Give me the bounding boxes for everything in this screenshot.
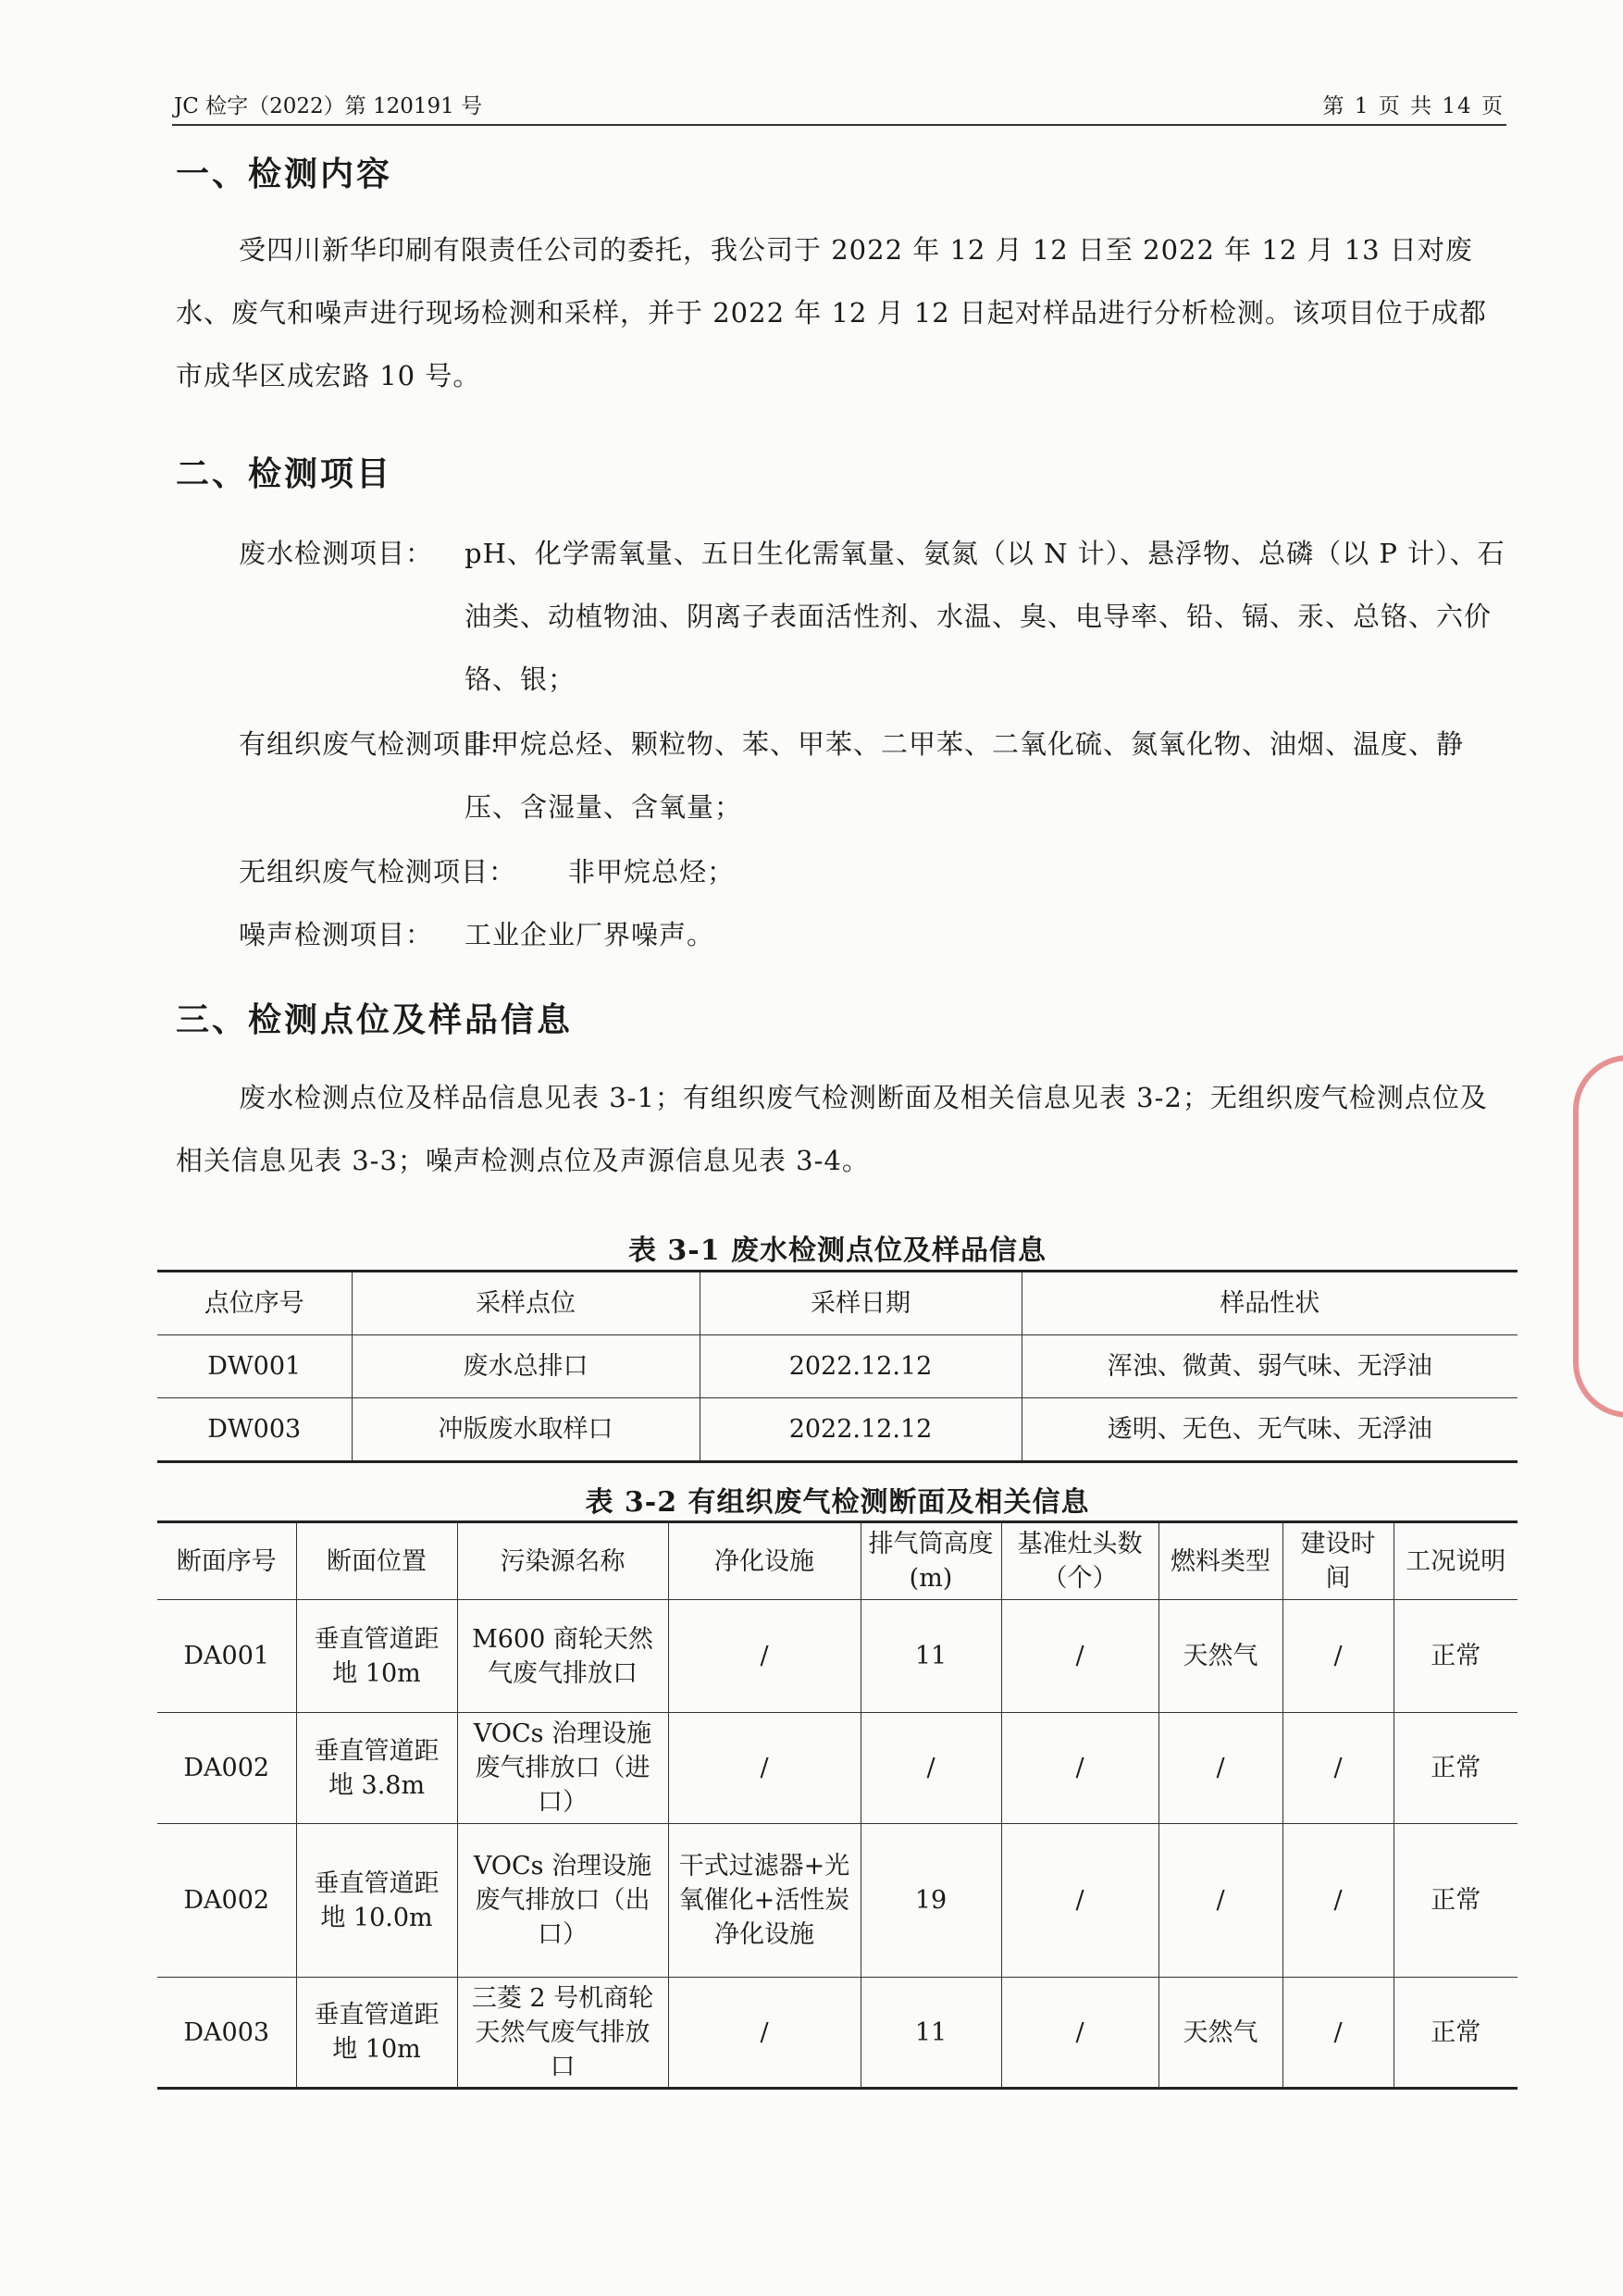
- detection-item-label: 有组织废气检测项目：: [239, 728, 517, 760]
- detection-item-organized-gas: [239, 713, 1508, 838]
- table-cell: 浑浊、微黄、弱气味、无浮油: [1022, 1335, 1518, 1398]
- table-cell: /: [668, 1713, 861, 1824]
- table-header-row: [157, 1272, 1518, 1335]
- column-header: 样品性状: [1022, 1272, 1518, 1335]
- table-cell: DW003: [157, 1398, 352, 1462]
- section-title-points-samples: 三、检测点位及样品信息: [176, 1001, 574, 1039]
- table-cell: 2022.12.12: [700, 1398, 1022, 1462]
- table-cell: 三菱 2 号机商轮天然气废气排放口: [457, 1978, 668, 2089]
- section-title-detection-items: 二、检测项目: [176, 455, 393, 493]
- table-cell: 正常: [1394, 1600, 1518, 1713]
- table-cell: VOCs 治理设施废气排放口（出口）: [457, 1824, 668, 1978]
- column-header: 排气筒高度(m): [861, 1522, 1001, 1600]
- table-cell: 2022.12.12: [700, 1335, 1022, 1398]
- table-cell: 垂直管道距地 10m: [296, 1600, 457, 1713]
- detection-item-text: pH、化学需氧量、五日生化需氧量、氨氮（以 N 计）、悬浮物、总磷（以 P 计）、石油类、动植物油、阴离子表面活性剂、水温、臭、电导率、铅、镉、汞、总铬、六价铬、银；: [465, 538, 1505, 695]
- section-body-points-samples: 废水检测点位及样品信息见表 3-1；有组织废气检测断面及相关信息见表 3-2；无组织废气检测点位及相关信息见表 3-3；噪声检测点位及声源信息见表 3-4。: [176, 1082, 1488, 1176]
- wastewater-table: [157, 1270, 1518, 1463]
- table-cell: /: [1001, 1600, 1158, 1713]
- table-cell: /: [1158, 1824, 1282, 1978]
- table-cell: DA002: [157, 1824, 296, 1978]
- table-cell: /: [1282, 1713, 1394, 1824]
- table-cell: 天然气: [1158, 1978, 1282, 2089]
- detection-item-wastewater: [239, 522, 1508, 711]
- table-cell: 冲版废水取样口: [352, 1398, 700, 1462]
- detection-item-label: 噪声检测项目：: [239, 919, 434, 950]
- section-title-detection-content: 一、检测内容: [176, 155, 393, 193]
- table1-caption: 表 3-1 废水检测点位及样品信息: [627, 1235, 1047, 1267]
- column-header: 工况说明: [1394, 1522, 1518, 1600]
- detection-item-text: 非甲烷总烃、颗粒物、苯、甲苯、二甲苯、二氧化硫、氮氧化物、油烟、温度、静压、含湿量、含氧量；: [465, 728, 1465, 823]
- table-row: [157, 1824, 1518, 1978]
- column-header: 断面序号: [157, 1522, 296, 1600]
- column-header: 净化设施: [668, 1522, 861, 1600]
- detection-item-text: 非甲烷总烃；: [568, 856, 736, 887]
- table-cell: DA001: [157, 1600, 296, 1713]
- table-cell: /: [1001, 1824, 1158, 1978]
- table-row: [157, 1978, 1518, 2089]
- table-cell: /: [668, 1600, 861, 1713]
- report-number: JC 检字（2022）第 120191 号: [174, 94, 483, 118]
- table-cell: 废水总排口: [352, 1335, 700, 1398]
- table2-caption: 表 3-2 有组织废气检测断面及相关信息: [585, 1486, 1090, 1519]
- table-cell: 11: [861, 1600, 1001, 1713]
- table-header-row: [157, 1522, 1518, 1600]
- table-cell: VOCs 治理设施废气排放口（进口）: [457, 1713, 668, 1824]
- table-cell: /: [1282, 1824, 1394, 1978]
- table-cell: 干式过滤器+光氧催化+活性炭净化设施: [668, 1824, 861, 1978]
- detection-item-label: 无组织废气检测项目：: [239, 856, 517, 887]
- detection-item-label: 废水检测项目：: [239, 538, 434, 569]
- company-seal-edge: [1573, 1055, 1623, 1418]
- table-cell: 正常: [1394, 1713, 1518, 1824]
- column-header: 燃料类型: [1158, 1522, 1282, 1600]
- table-cell: DA003: [157, 1978, 296, 2089]
- table-cell: 垂直管道距地 3.8m: [296, 1713, 457, 1824]
- table-cell: /: [1282, 1600, 1394, 1713]
- column-header: 采样日期: [700, 1272, 1022, 1335]
- table-cell: DW001: [157, 1335, 352, 1398]
- table-cell: 11: [861, 1978, 1001, 2089]
- column-header: 污染源名称: [457, 1522, 668, 1600]
- table-cell: DA002: [157, 1713, 296, 1824]
- table-row: [157, 1335, 1518, 1398]
- table-cell: /: [861, 1713, 1001, 1824]
- table-cell: 正常: [1394, 1824, 1518, 1978]
- table-cell: M600 商轮天然气废气排放口: [457, 1600, 668, 1713]
- table-cell: /: [1282, 1978, 1394, 2089]
- page-header: [172, 93, 1506, 126]
- table-row: [157, 1713, 1518, 1824]
- section-body-detection-content: 受四川新华印刷有限责任公司的委托，我公司于 2022 年 12 月 12 日至 2022 年 12 月 13 日对废水、废气和噪声进行现场检测和采样，并于 2022 年 12 月 12 日起对样品进行分析检测。该项目位于成都市成华区成宏路 10 号。: [176, 234, 1487, 391]
- detection-item-text: 工业企业厂界噪声。: [465, 919, 715, 950]
- detection-item-unorganized-gas: [239, 840, 1508, 903]
- table-cell: /: [1001, 1978, 1158, 2089]
- table-row: [157, 1398, 1518, 1462]
- column-header: 断面位置: [296, 1522, 457, 1600]
- table-cell: 垂直管道距地 10.0m: [296, 1824, 457, 1978]
- table-cell: 垂直管道距地 10m: [296, 1978, 457, 2089]
- detection-item-noise: [239, 903, 1508, 966]
- table-cell: /: [1001, 1713, 1158, 1824]
- table-cell: 透明、无色、无气味、无浮油: [1022, 1398, 1518, 1462]
- page-indicator: 第 1 页 共 14 页: [1322, 94, 1505, 118]
- table-cell: 天然气: [1158, 1600, 1282, 1713]
- column-header: 点位序号: [157, 1272, 352, 1335]
- exhaust-gas-table: [157, 1520, 1518, 2090]
- table-cell: 19: [861, 1824, 1001, 1978]
- table-cell: /: [1158, 1713, 1282, 1824]
- table-cell: 正常: [1394, 1978, 1518, 2089]
- column-header: 基准灶头数（个）: [1001, 1522, 1158, 1600]
- column-header: 采样点位: [352, 1272, 700, 1335]
- table-cell: /: [668, 1978, 861, 2089]
- table-row: [157, 1600, 1518, 1713]
- column-header: 建设时间: [1282, 1522, 1394, 1600]
